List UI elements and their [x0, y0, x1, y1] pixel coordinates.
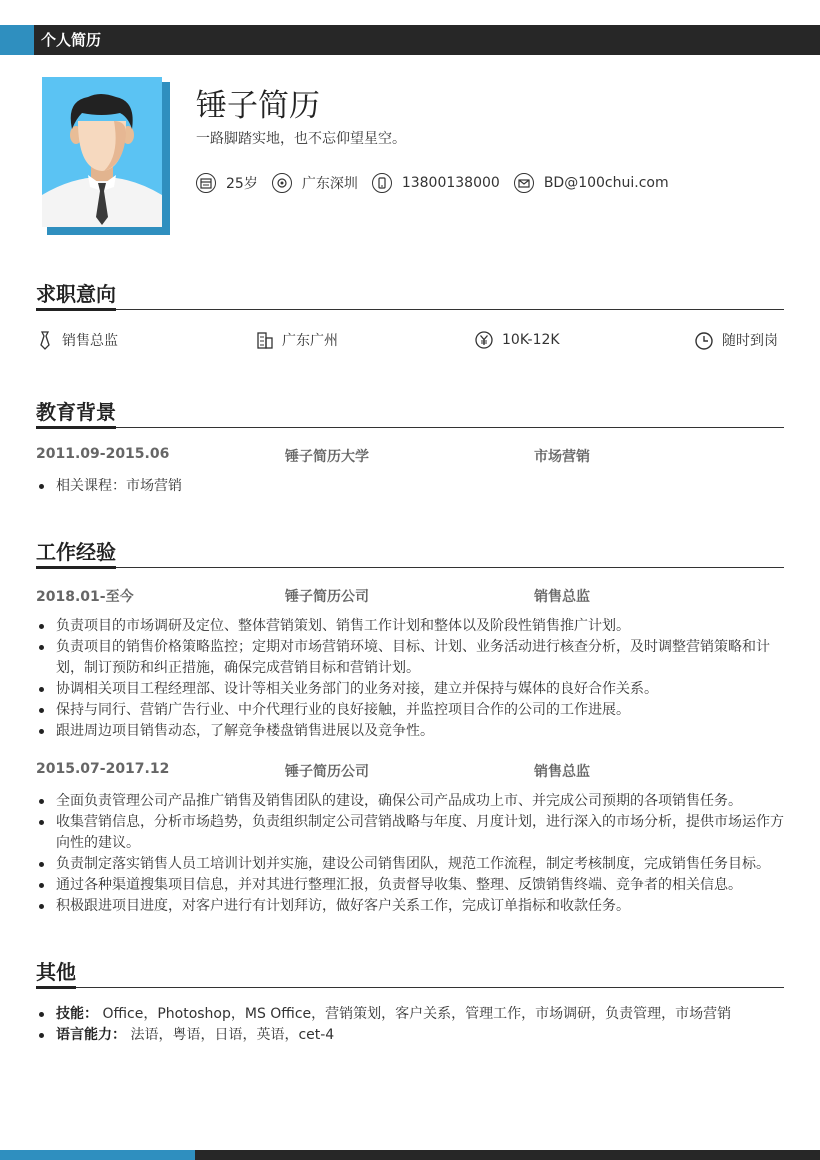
job-row: [36, 761, 784, 781]
skills-label: 技能：: [56, 1006, 98, 1022]
list-item: 协调相关项目工程经理部、设计等相关业务部门的业务对接，建立并保持与媒体的良好合作关系。: [36, 679, 786, 700]
section-other-title: 其他: [36, 959, 76, 989]
location-text: 广东深圳: [301, 176, 358, 192]
list-item: [36, 1025, 786, 1046]
phone-text: 13800138000: [401, 175, 500, 191]
list-item: 负责项目的销售价格策略监控；定期对市场营销环境、目标、计划、业务活动进行核查分析，及时调整营销策略和计划，制订预防和纠正措施，确保完成营销目标和营销计划。: [36, 637, 786, 679]
location-item: [272, 173, 358, 193]
age-text: 25岁: [226, 176, 258, 192]
list-item: 保持与同行、营销广告行业、中介代理行业的良好接触，并监控项目合作的公司的工作进展。: [36, 700, 786, 721]
header-accent: [0, 25, 34, 55]
list-item: 相关课程：市场营销: [36, 476, 786, 497]
location-pin-icon: [272, 173, 292, 193]
intent-salary-text: 10K-12K: [502, 332, 560, 348]
intent-availability-text: 随时到岗: [722, 333, 778, 349]
list-item: 收集营销信息，分析市场趋势，负责组织制定公司营销战略与年度、月度计划，进行深入的市场分析，提供市场运作方向性的建议。: [36, 812, 786, 854]
intent-city: [256, 330, 338, 350]
list-item: 通过各种渠道搜集项目信息，并对其进行整理汇报，负责督导收集、整理、反馈销售终端、竞争者的相关信息。: [36, 875, 786, 896]
job-period: 2015.07-2017.12: [36, 761, 170, 777]
job-company: 锤子简历公司: [285, 589, 369, 605]
list-item: 积极跟进项目进度，对客户进行有计划拜访，做好客户关系工作，完成订单指标和收款任务。: [36, 896, 786, 917]
section-work: [36, 540, 784, 568]
job-company: 锤子简历公司: [285, 764, 369, 780]
education-details: [36, 476, 786, 497]
list-item: 负责制定落实销售人员工培训计划并实施，建设公司销售团队，规范工作流程，制定考核制度，完成销售任务目标。: [36, 854, 786, 875]
section-other: [36, 960, 784, 988]
building-icon: [256, 330, 274, 350]
phone-icon: [372, 173, 392, 193]
section-intent: [36, 282, 784, 310]
header-title: 个人简历: [41, 31, 102, 49]
avatar: [42, 77, 162, 227]
resume-name: 锤子简历: [196, 88, 320, 124]
intent-city-text: 广东广州: [282, 333, 338, 349]
age-item: [196, 173, 258, 193]
languages-text: 法语，粤语，日语，英语，cet-4: [130, 1027, 335, 1043]
intent-salary: [474, 330, 560, 350]
job-duties: [36, 616, 786, 742]
intent-row: [36, 330, 784, 352]
intent-position-text: 销售总监: [62, 333, 118, 349]
list-item: 全面负责管理公司产品推广销售及销售团队的建设，确保公司产品成功上市、并完成公司预期的各项销售任务。: [36, 791, 786, 812]
education-period: 2011.09-2015.06: [36, 446, 170, 462]
job-title: 销售总监: [534, 589, 590, 605]
tie-icon: [36, 330, 54, 350]
job-row: [36, 586, 784, 606]
education-school: 锤子简历大学: [285, 449, 369, 465]
clock-icon: [694, 330, 714, 350]
section-education-title: 教育背景: [36, 399, 116, 429]
other-details: [36, 1004, 786, 1046]
intent-availability: [694, 330, 778, 350]
education-major: 市场营销: [534, 449, 590, 465]
footer-accent: [0, 1150, 195, 1160]
email-icon: [514, 173, 534, 193]
yen-icon: [474, 330, 494, 350]
motto: 一路脚踏实地，也不忘仰望星空。: [196, 131, 406, 147]
list-item: 跟进周边项目销售动态，了解竞争楼盘销售进展以及竞争性。: [36, 721, 786, 742]
calendar-icon: [196, 173, 216, 193]
section-work-title: 工作经验: [36, 539, 116, 569]
list-item: [36, 1004, 786, 1025]
contact-info: [196, 172, 683, 194]
job-title: 销售总监: [534, 764, 590, 780]
footer-bar: [0, 1150, 820, 1160]
email-item: [514, 173, 669, 193]
skills-text: Office，Photoshop，MS Office，营销策划，客户关系，管理工作，市场调研，负责管理，市场营销: [102, 1006, 732, 1022]
job-duties: [36, 791, 786, 917]
job-period: 2018.01-至今: [36, 589, 134, 605]
education-row: [36, 446, 784, 466]
header-bar: [0, 25, 820, 55]
section-intent-title: 求职意向: [36, 281, 116, 311]
phone-item: [372, 173, 500, 193]
email-text: BD@100chui.com: [543, 175, 669, 191]
intent-position: [36, 330, 118, 350]
section-education: [36, 400, 784, 428]
languages-label: 语言能力：: [56, 1027, 126, 1043]
list-item: 负责项目的市场调研及定位、整体营销策划、销售工作计划和整体以及阶段性销售推广计划。: [36, 616, 786, 637]
